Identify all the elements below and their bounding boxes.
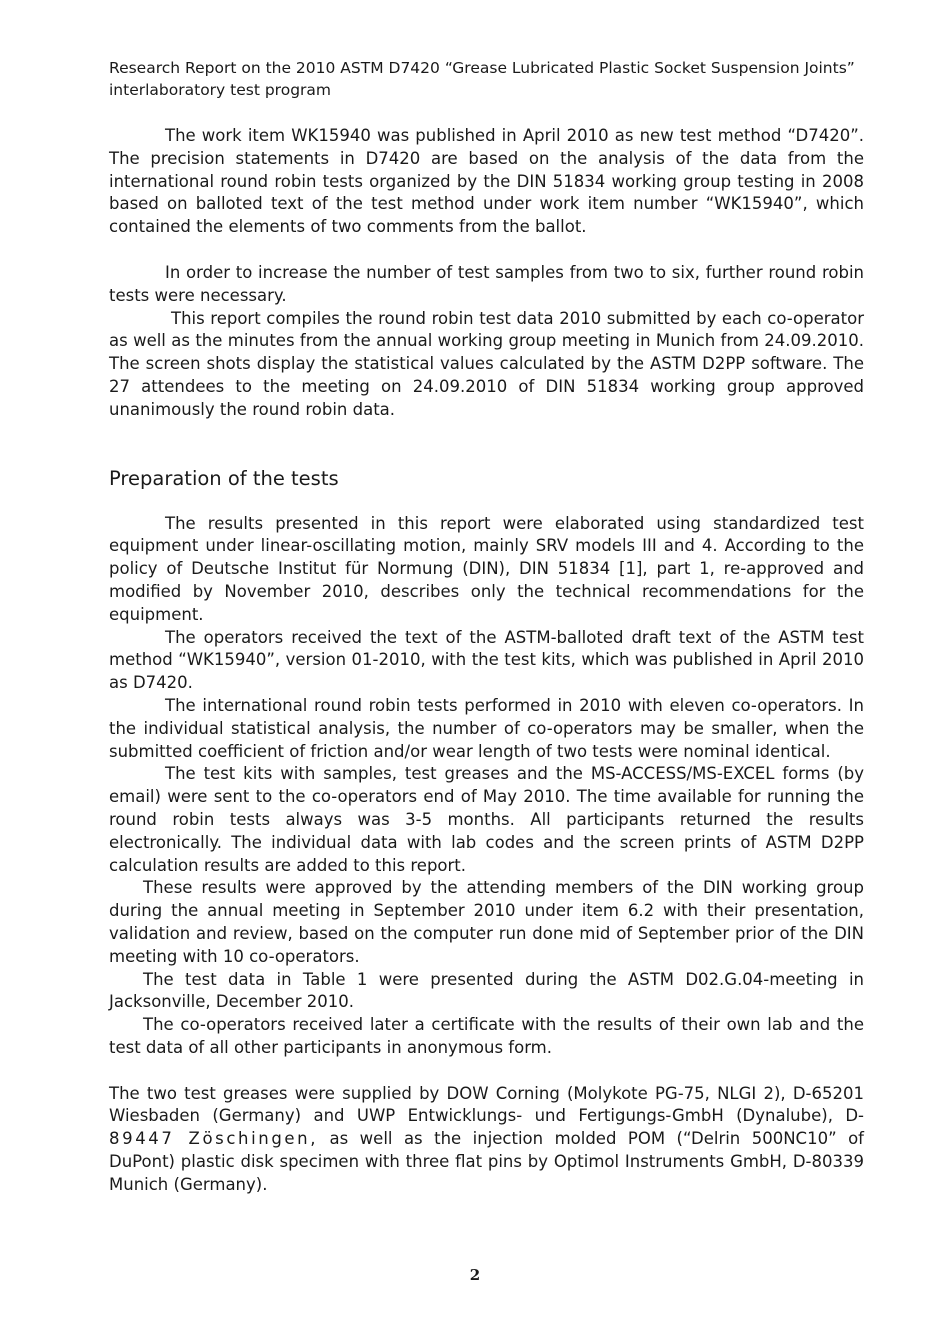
header-line-2: interlaboratory test program: [109, 81, 332, 99]
section-heading: Preparation of the tests: [109, 466, 339, 490]
body-text: [109, 125, 864, 1197]
section-paragraph-4: The test kits with samples, test greases and the MS-ACCESS/MS-EXCEL forms (by email) were sent to the co-operators end of May 2010. The time available for running the round robin tests always was 3-5 months. All participants returned the results electronically. The individual data with lab codes and the screen prints of ASTM D2PP calculation results are added to this report.: [109, 764, 864, 875]
section-paragraph-3: The international round robin tests performed in 2010 with eleven co-operators. In the individual statistical analysis, the number of co-operators may be smaller, when the submitted coefficient of friction and/or wear length of two tests were nominal identical.: [109, 695, 864, 761]
intro-paragraph-1: The work item WK15940 was published in April 2010 as new test method “D7420”. The precision statements in D7420 are based on the analysis of the data from the international round robin tests organized by the DIN 51834 working group testing in 2008 based on balloted text of the test method under work item number “WK15940”, which contained the elements of two comments from the ballot.: [109, 126, 864, 237]
section-paragraph-1: The results presented in this report were elaborated using standardized test equipment under linear-oscillating motion, mainly SRV models III and 4. According to the policy of Deutsche Institut für Normung (DIN), DIN 51834 [1], part 1, re-approved and modified by November 2010, describes only the technical recommendations for the equipment.: [109, 513, 864, 624]
page-number: 2: [469, 1266, 481, 1284]
header-line-1: Research Report on the 2010 ASTM D7420 “Grease Lubricated Plastic Socket Suspension Joints”: [109, 59, 855, 77]
section-paragraph-5: These results were approved by the attending members of the DIN working group during the annual meeting in September 2010 under item 6.2 with their presentation, validation and review, based on the computer run done mid of September prior of the DIN meeting with 10 co-operators.: [109, 878, 864, 966]
section-paragraph-2: The operators received the text of the ASTM-balloted draft text of the ASTM test method “WK15940”, version 01-2010, with the test kits, which was published in April 2010 as D7420.: [109, 627, 864, 693]
section-paragraph-6: The test data in Table 1 were presented during the ASTM D02.G.04-meeting in Jacksonville, December 2010.: [109, 969, 864, 1012]
suppliers-text-c: as well as the injection molded POM (“Delrin 500NC10” of DuPont) plastic disk specimen with three flat pins by Optimol Instruments GmbH, D-80339 Munich (Germany).: [109, 1129, 864, 1194]
running-header: [109, 57, 864, 101]
section-paragraph-7: The co-operators received later a certificate with the results of their own lab and the test data of all other participants in anonymous form.: [109, 1015, 864, 1057]
intro-paragraph-3: This report compiles the round robin test data 2010 submitted by each co-operator as well as the minutes from the annual working group meeting in Munich from 24.09.2010. The screen shots display the statistical values calculated by the ASTM D2PP software. The 27 attendees to the meeting on 24.09.2010 of DIN 51834 working group approved unanimously the round robin data.: [109, 308, 864, 419]
suppliers-text-a: The two test greases were supplied by DOW Corning (Molykote PG-75, NLGI 2), D-65201 Wiesbaden (Germany) and UWP Entwicklungs- und Fertigungs-GmbH (Dynalube), D-: [109, 1083, 864, 1126]
suppliers-text-b: 89447 Zöschingen,: [109, 1129, 319, 1149]
intro-paragraph-2: In order to increase the number of test samples from two to six, further round robin tests were necessary.: [109, 262, 864, 305]
section-paragraph-8: [109, 1083, 864, 1197]
